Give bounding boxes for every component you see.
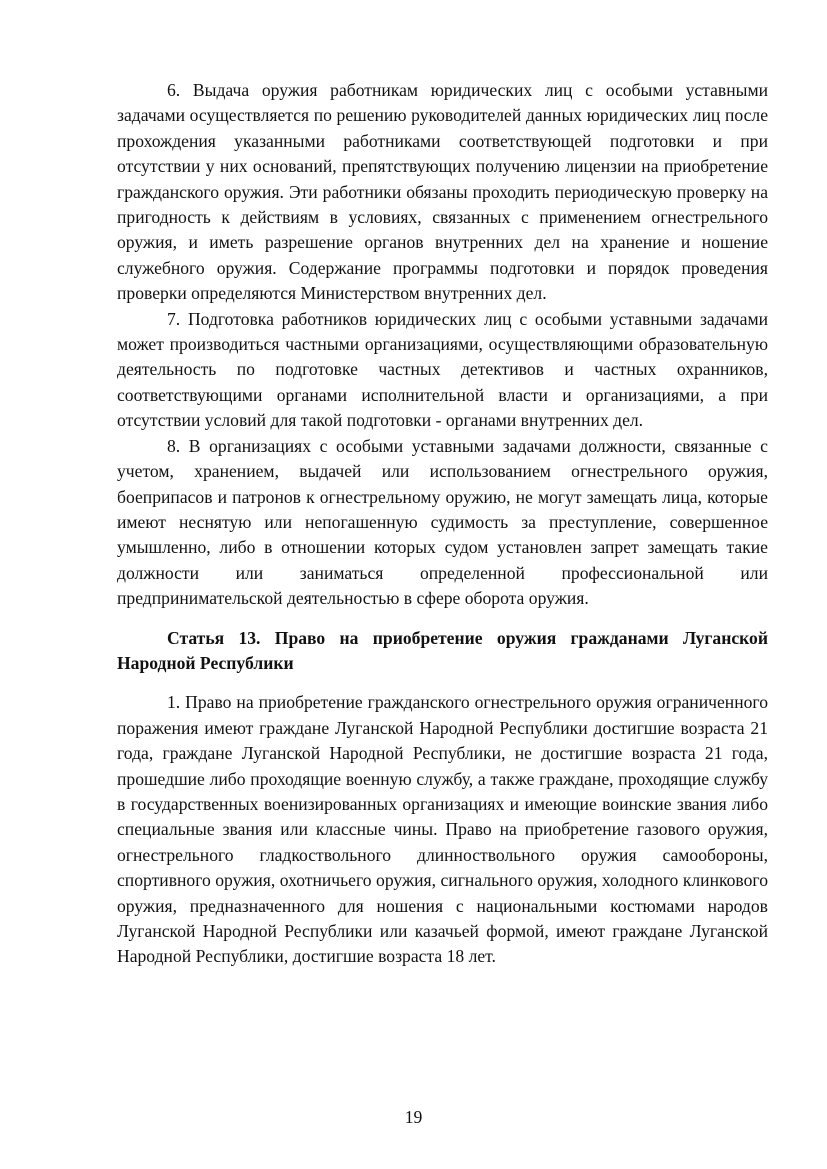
article-heading: Статья 13. Право на приобретение оружия гражданами Луганской Народной Республики [117,627,768,673]
paragraph-6: 6. Выдача оружия работникам юридических лиц с особыми уставными задачами осуществляется по решению руководителей данных юридических лиц после прохождения указанными работниками соответствующей подготовки и при отсутствии у них оснований, препятствующих получению лицензии на приобретение гражданского оружия. Эти работники обязаны проходить периодическую проверку на пригодность к действиям в условиях, связанных с применением огнестрельного оружия, и иметь разрешение органов внутренних дел на хранение и ношение служебного оружия. Содержание программы подготовки и порядок проведения проверки определяются Министерством внутренних дел. [117,80,768,304]
document-page [117,78,768,970]
paragraph-8: 8. В организациях с особыми уставными задачами должности, связанные с учетом, хранением, выдачей или использованием огнестрельного оружия, боеприпасов и патронов к огнестрельному оружию, не могут замещать лица, которые имеют неснятую или непогашенную судимость за преступление, совершенное умышленно, либо в отношении которых судом установлен запрет замещать такие должности или заниматься определенной профессиональной или предпринимательской деятельностью в сфере оборота оружия. [117,435,768,609]
page-number: 19 [404,1107,423,1127]
paragraph-7: 7. Подготовка работников юридических лиц с особыми уставными задачами может производиться частными организациями, осуществляющими образовательную деятельность по подготовке частных детективов и частных охранников, соответствующими органами исполнительной власти и организациями, а при отсутствии условий для такой подготовки - органами внутренних дел. [117,308,768,431]
paragraph-article-13-1: 1. Право на приобретение гражданского огнестрельного оружия ограниченного поражения имеют граждане Луганской Народной Республики достигшие возраста 21 года, граждане Луганской Народной Республики, не достигшие возраста 21 года, прошедшие либо проходящие военную службу, а также граждане, проходящие службу в государственных военизированных организациях и имеющие воинские звания либо специальные звания или классные чины. Право на приобретение газового оружия, огнестрельного гладкоствольного длинноствольного оружия самообороны, спортивного оружия, охотничьего оружия, сигнального оружия, холодного клинкового оружия, предназначенного для ношения с национальными костюмами народов Луганской Народной Республики или казачьей формой, имеют граждане Луганской Народной Республики, достигшие возраста 18 лет. [117,692,768,967]
